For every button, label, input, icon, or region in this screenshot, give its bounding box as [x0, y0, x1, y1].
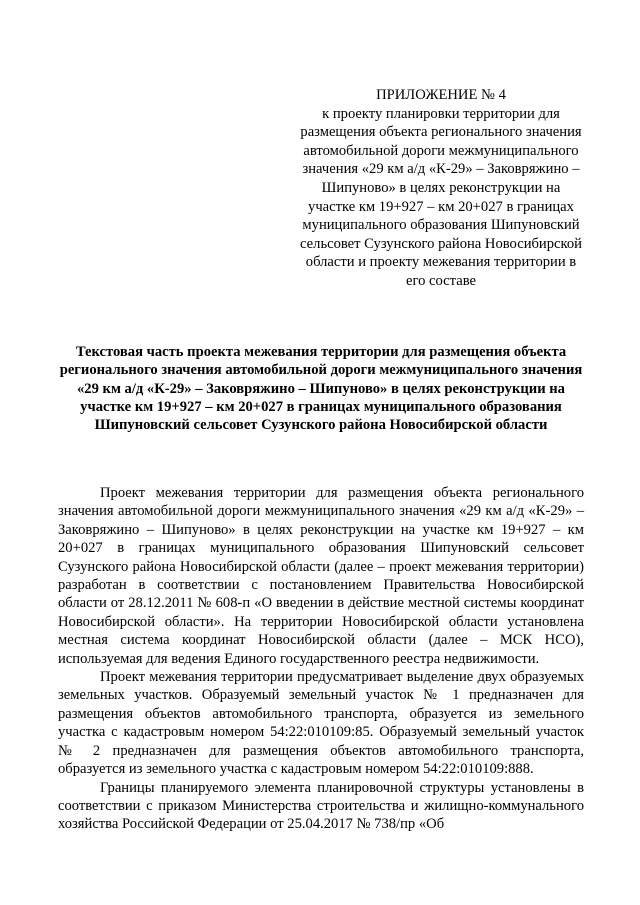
appendix-caption: к проекту планировки территории для размещения объекта регионального значения автомобильной дороги межмуниципального значения «29 км а/д «К-29» – Заковряжино – Шипуново» в целях реконструкции на участке км 19+927 – км 20+027 в границах муниципального образования Шипуновский сельсовет Сузунского района Новосибирской области и проекту межевания территории в его составе: [300, 105, 582, 289]
document-body: [58, 484, 584, 834]
document-heading: Текстовая часть проекта межевания территории для размещения объекта регионального значения автомобильной дороги межмуниципального значения «29 км а/д «К-29» – Заковряжино – Шипуново» в целях реконструкции на участке км 19+927 – км 20+027 в границах муниципального образования Шипуновский сельсовет Сузунского района Новосибирской области: [59, 344, 583, 434]
appendix-block: [298, 86, 584, 291]
paragraph: Проект межевания территории для размещения объекта регионального значения автомобильной дороги межмуниципального значения «29 км а/д «К-29» – Заковряжино – Шипуново» в целях реконструкции на участке км 19+927 – км 20+027 в границах муниципального образования Шипуновский сельсовет Сузунского района Новосибирской области (далее – проект межевания территории) разработан в соответствии с постановлением Правительства Новосибирской области от 28.12.2011 № 608-п «О введении в действие местной системы координат Новосибирской области». На территории Новосибирской области установлена местная система координат Новосибирской области (далее – МСК НСО), используемая для ведения Единого государственного реестра недвижимости.: [58, 485, 584, 667]
paragraph: Проект межевания территории предусматривает выделение двух образуемых земельных участков. Образуемый земельный участок № 1 предназначен для размещения объектов автомобильного транспорта, образуется из земельного участка с кадастровым номером 54:22:010109:85. Образуемый земельный участок № 2 предназначен для размещения объектов автомобильного транспорта, образуется из земельного участка с кадастровым номером 54:22:010109:888.: [58, 669, 584, 778]
appendix-number: ПРИЛОЖЕНИЕ № 4: [376, 87, 506, 103]
paragraph: Границы планируемого элемента планировочной структуры установлены в соответствии с приказом Министерства строительства и жилищно-коммунального хозяйства Российской Федерации от 25.04.2017 № 738/пр «Об: [58, 779, 584, 833]
